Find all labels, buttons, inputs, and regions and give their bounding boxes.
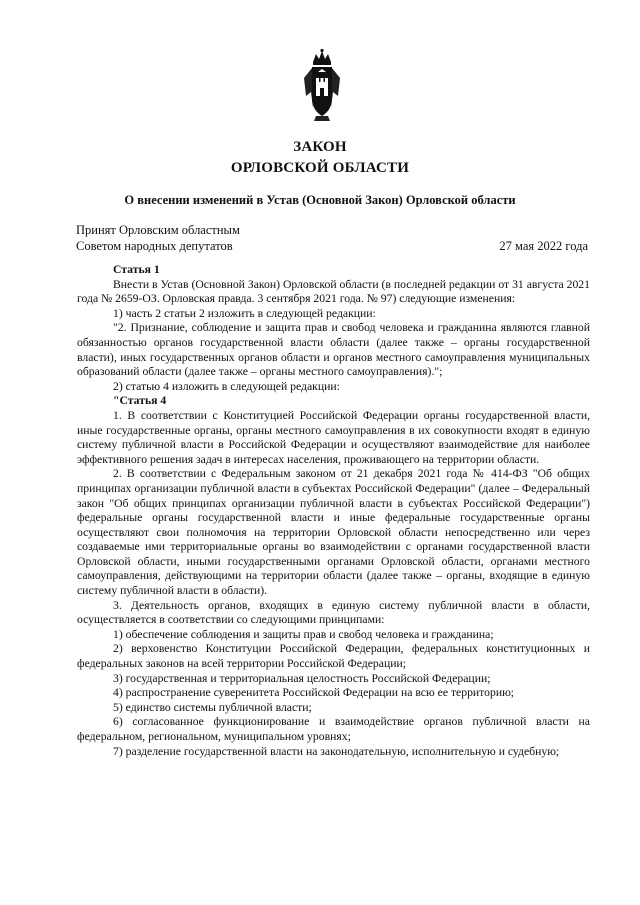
paragraph: 3) государственная и территориальная целостность Российской Федерации; bbox=[113, 671, 491, 685]
paragraph: 1. В соответствии с Конституцией Российской Федерации органы государственной власти, иные государственные органы, органы местного самоуправления в их совокупности входят в единую систему публичной власти в Российской Федерации и осуществляют взаимодействие для наиболее эффективного решения задач в интересах населения, проживающего на территории области. bbox=[77, 408, 590, 466]
paragraph: Статья 1 bbox=[113, 263, 160, 276]
paragraph: 2) верховенство Конституции Российской Федерации, федеральных конституционных и федеральных законов на всей территории Российской Федерации; bbox=[77, 642, 590, 671]
adopted-line-1: Принят Орловским областным bbox=[76, 223, 240, 237]
paragraph: "2. Признание, соблюдение и защита прав и свобод человека и гражданина являются главной обязанностью органов государственной власти области (далее также – органы государственной власти), иных государственных органов области и органов местного самоуправления муниципальных образований области (далее также – органы местного самоуправления)."; bbox=[77, 321, 590, 379]
paragraph: 4) распространение суверенитета Российской Федерации на всю ее территорию; bbox=[113, 686, 515, 700]
paragraph: 3. Деятельность органов, входящих в единую систему публичной власти в области, осуществляется в соответствии со следующими принципами: bbox=[77, 598, 590, 627]
adopted-line-2: Советом народных депутатов bbox=[76, 239, 233, 253]
document-body bbox=[77, 263, 590, 759]
adoption-date: 27 мая 2022 года bbox=[499, 239, 588, 253]
paragraph: 1) часть 2 статьи 2 изложить в следующей редакции: bbox=[113, 306, 376, 320]
paragraph: Внести в Устав (Основной Закон) Орловской области (в последней редакции от 31 августа 2021 года № 2659-ОЗ. Орловская правда. 3 сентября 2021 года. № 97) следующие изменения: bbox=[77, 277, 590, 306]
region-title: ОРЛОВСКОЙ ОБЛАСТИ bbox=[230, 160, 410, 176]
paragraph: 6) согласованное функционирование и взаимодействие органов публичной власти на федеральном, региональном, муниципальном уровнях; bbox=[77, 715, 590, 743]
paragraph: 2. В соответствии с Федеральным законом от 21 декабря 2021 года № 414-ФЗ "Об общих принципах организации публичной власти в субъектах Российской Федерации" (далее – Федеральный закон "Об общих принципах организации публичной власти в субъектах Российской Федерации") федеральные органы государственной власти и иные федеральные государственные органы осуществляют свои полномочия на территории Орловской области непосредственно или через создаваемые ими территориальные органы во взаимодействии с органами государственной власти Орловской области, иными государственными органами Орловской области, органами местного самоуправления, действующими на территории области (далее также – органы, входящие в единую систему публичной власти в области). bbox=[77, 467, 590, 598]
paragraph: 1) обеспечение соблюдения и защиты прав и свобод человека и гражданина; bbox=[113, 627, 494, 641]
law-title: ЗАКОН bbox=[293, 139, 347, 155]
law-subtitle: О внесении изменений в Устав (Основной Закон) Орловской области bbox=[124, 193, 516, 207]
adopted-by bbox=[76, 222, 240, 254]
paragraph: 2) статью 4 изложить в следующей редакции: bbox=[113, 379, 340, 393]
paragraph: "Статья 4 bbox=[113, 394, 167, 408]
paragraph: 5) единство системы публичной власти; bbox=[113, 700, 312, 714]
coat-of-arms-icon bbox=[302, 48, 342, 122]
paragraph: 7) разделение государственной власти на законодательную, исполнительную и судебную; bbox=[113, 744, 560, 758]
